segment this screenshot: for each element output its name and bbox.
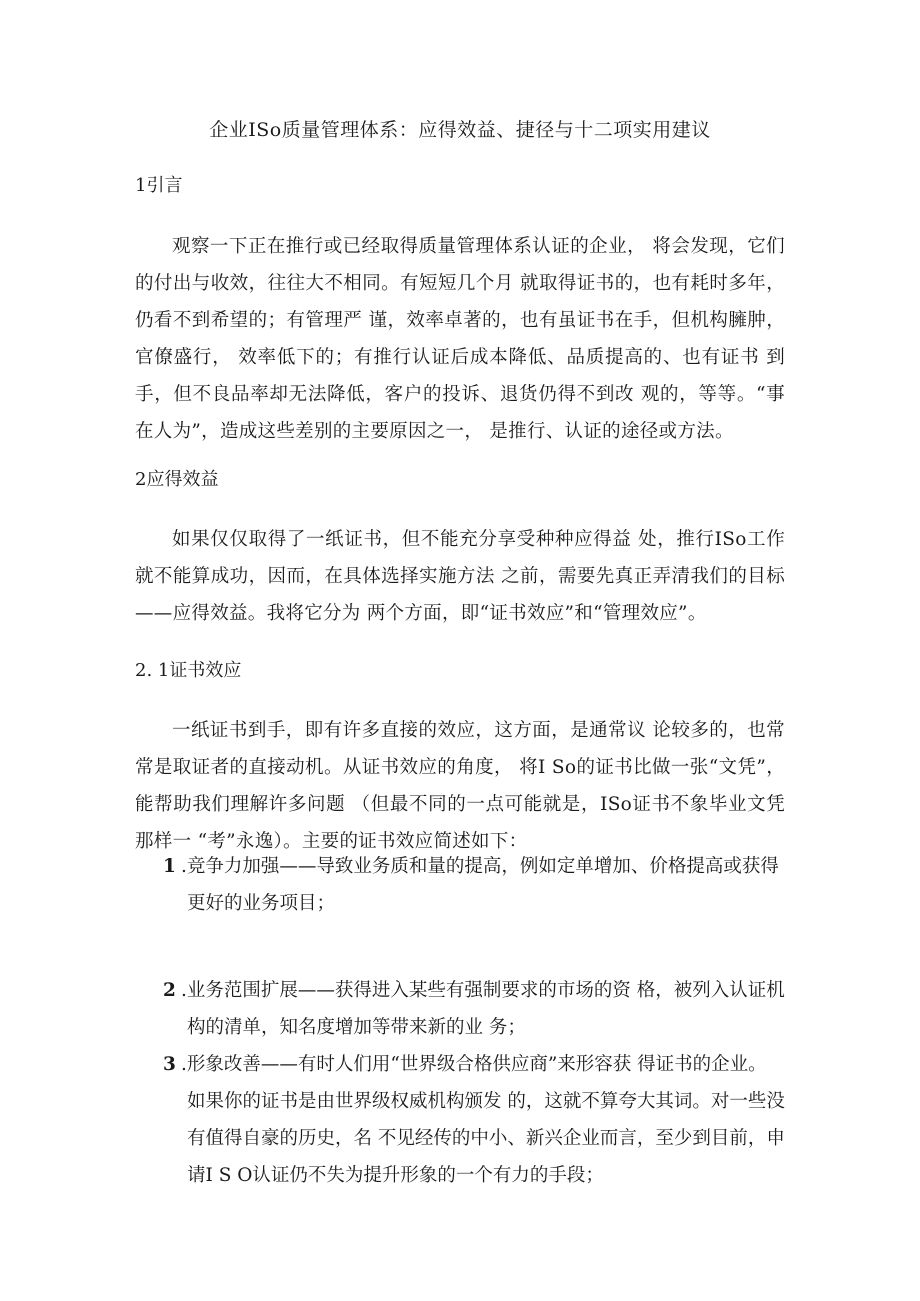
section-heading-introduction: 1引言 [135, 175, 183, 196]
section-heading-benefits: 2应得效益 [135, 469, 219, 490]
list-item-competitiveness [135, 848, 785, 922]
paragraph-introduction: 观察一下正在推行或已经取得质量管理体系认证的企业， 将会发现，它们的付出与收效，往往大不相同。有短短几个月 就取得证书的，也有耗时多年，仍看不到希望的；有管理严 谨，效率卓著的，也有虽证书在手，但机构臃肿，官僚盛行， 效率低下的；有推行认证后成本降低、品质提高的、也有证书 到手，但不良品率却无法降低，客户的投诉、退货仍得不到改 观的，等等。“事在人为”，造成这些差别的主要原因之一， 是推行、认证的途径或方法。 [135, 236, 785, 442]
document-title: 企业ISo质量管理体系：应得效益、捷径与十二项实用建议 [209, 119, 711, 141]
list-item-image-improvement [135, 1046, 785, 1194]
list-item-number: 2 [163, 980, 176, 1001]
paragraph-certificate-effect: 一纸证书到手，即有许多直接的效应，这方面，是通常议 论较多的，也常常是取证者的直接动机。从证书效应的角度， 将I So的证书比做一张“文凭”，能帮助我们理解许多问题 （但最不同的一点可能就是，ISo证书不象毕业文凭那样一 “考”永逸）。主要的证书效应简述如下： [135, 720, 785, 852]
list-item-text: .竞争力加强——导致业务质和量的提高，例如定单增加、价格提高或获得更好的业务项目； [181, 856, 779, 914]
list-item-text: .业务范围扩展——获得进入某些有强制要求的市场的资 格，被列入认证机构的清单，知名度增加等带来新的业 务； [181, 980, 785, 1038]
section-heading-certificate-effect: 2. 1证书效应 [135, 660, 242, 681]
paragraph-benefits: 如果仅仅取得了一纸证书，但不能充分享受种种应得益 处，推行ISo工作就不能算成功，因而，在具体选择实施方法 之前，需要先真正弄清我们的目标——应得效益。我将它分为 两个方面，即“证书效应”和“管理效应”。 [135, 529, 785, 624]
list-item-number: 1 [163, 856, 176, 877]
list-item-number: 3 [163, 1054, 176, 1075]
list-item-business-scope [135, 972, 785, 1046]
list-item-text: .形象改善——有时人们用“世界级合格供应商”来形容获 得证书的企业。如果你的证书是由世界级权威机构颁发 的，这就不算夸大其词。对一些没有值得自豪的历史，名 不见经传的中小、新兴企业而言，至少到目前，申请I S O认证仍不失为提升形象的一个有力的手段； [181, 1054, 785, 1186]
